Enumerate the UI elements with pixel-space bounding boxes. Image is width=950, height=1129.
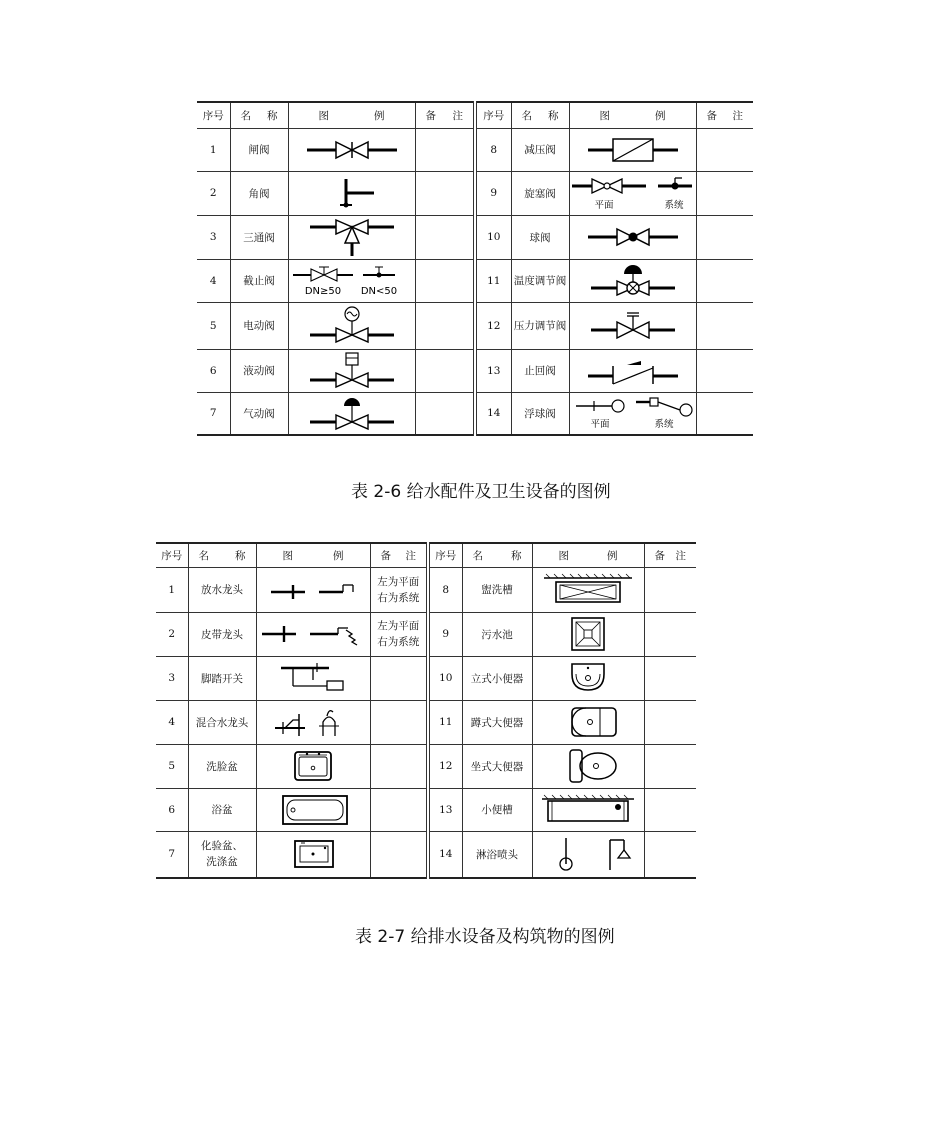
shower-head-symbol xyxy=(532,831,644,878)
header-name-right: 名 称 xyxy=(462,543,532,567)
table-row xyxy=(156,567,696,612)
row-name: 旋塞阀 xyxy=(511,171,569,215)
row-name: 闸阀 xyxy=(230,128,288,171)
row-no: 9 xyxy=(428,612,462,656)
row-note xyxy=(644,567,696,612)
mop-sink-icon xyxy=(538,616,638,652)
table-row xyxy=(156,788,696,831)
table-row xyxy=(156,700,696,744)
table-row xyxy=(197,171,753,215)
table-row xyxy=(197,392,753,435)
wash-trough-symbol xyxy=(532,567,644,612)
row-note xyxy=(370,744,428,788)
temperature-control-valve-symbol xyxy=(569,259,696,302)
urinal-trough-symbol xyxy=(532,788,644,831)
row-no: 12 xyxy=(428,744,462,788)
header-note-right: 备 注 xyxy=(644,543,696,567)
row-name: 球阀 xyxy=(511,215,569,259)
row-no: 4 xyxy=(197,259,230,302)
globe-valve-symbol xyxy=(288,259,415,302)
sitting-toilet-icon xyxy=(538,748,638,784)
lab-sink-icon xyxy=(263,836,363,872)
three-way-valve-icon xyxy=(302,217,402,257)
row-note xyxy=(370,656,428,700)
table-row xyxy=(156,656,696,700)
plug-valve-icon xyxy=(570,174,695,212)
squat-toilet-symbol xyxy=(532,700,644,744)
header-name-right: 名 称 xyxy=(511,102,569,128)
header-no: 序号 xyxy=(156,543,188,567)
table-row xyxy=(156,744,696,788)
row-note xyxy=(644,612,696,656)
row-note xyxy=(644,788,696,831)
urinal-trough-icon xyxy=(536,793,640,827)
electric-valve-icon xyxy=(302,305,402,347)
header-note-right: 备 注 xyxy=(696,102,753,128)
plug-valve-symbol xyxy=(569,171,696,215)
row-no: 13 xyxy=(428,788,462,831)
row-no: 7 xyxy=(197,392,230,435)
row-note xyxy=(415,171,475,215)
valve-legend-table xyxy=(197,101,753,436)
row-name: 小便槽 xyxy=(462,788,532,831)
row-name: 污水池 xyxy=(462,612,532,656)
washbasin-symbol xyxy=(256,744,370,788)
row-name: 坐式大便器 xyxy=(462,744,532,788)
pressure-reducing-valve-icon xyxy=(583,135,683,165)
table-header-row xyxy=(156,543,696,567)
table-header-row xyxy=(197,102,753,128)
row-note xyxy=(696,302,753,349)
plan-label: 平面 xyxy=(590,419,610,431)
row-name: 浴盆 xyxy=(188,788,256,831)
table-row xyxy=(156,612,696,656)
row-name: 混合水龙头 xyxy=(188,700,256,744)
row-no: 10 xyxy=(428,656,462,700)
row-no: 10 xyxy=(475,215,511,259)
pressure-control-valve-symbol xyxy=(569,302,696,349)
hose-tap-symbol xyxy=(256,612,370,656)
table-row xyxy=(197,302,753,349)
row-no: 4 xyxy=(156,700,188,744)
row-note xyxy=(415,259,475,302)
header-figure-right: 图 例 xyxy=(532,543,644,567)
header-name: 名 称 xyxy=(230,102,288,128)
row-name: 止回阀 xyxy=(511,349,569,392)
row-no: 8 xyxy=(428,567,462,612)
header-figure-right: 图 例 xyxy=(569,102,696,128)
system-label: 系统 xyxy=(664,200,684,211)
header-note: 备 注 xyxy=(370,543,428,567)
washbasin-icon xyxy=(263,748,363,784)
row-name: 浮球阀 xyxy=(511,392,569,435)
pneumatic-valve-icon xyxy=(302,394,402,432)
header-figure: 图 例 xyxy=(288,102,415,128)
hydraulic-valve-symbol xyxy=(288,349,415,392)
system-label: 系统 xyxy=(654,419,674,431)
mop-sink-symbol xyxy=(532,612,644,656)
row-no: 1 xyxy=(197,128,230,171)
table-row xyxy=(197,215,753,259)
table-row xyxy=(197,128,753,171)
row-no: 11 xyxy=(428,700,462,744)
squat-toilet-icon xyxy=(538,704,638,740)
row-note xyxy=(415,349,475,392)
row-name: 压力调节阀 xyxy=(511,302,569,349)
row-no: 14 xyxy=(428,831,462,878)
row-name: 电动阀 xyxy=(230,302,288,349)
row-name: 淋浴喷头 xyxy=(462,831,532,878)
header-note: 备 注 xyxy=(415,102,475,128)
pneumatic-valve-symbol xyxy=(288,392,415,435)
row-no: 6 xyxy=(156,788,188,831)
row-name: 皮带龙头 xyxy=(188,612,256,656)
table-row xyxy=(156,831,696,878)
mixing-tap-symbol xyxy=(256,700,370,744)
electric-valve-symbol xyxy=(288,302,415,349)
row-no: 2 xyxy=(197,171,230,215)
shower-head-icon xyxy=(538,834,638,874)
row-no: 1 xyxy=(156,567,188,612)
row-no: 7 xyxy=(156,831,188,878)
row-no: 9 xyxy=(475,171,511,215)
row-note xyxy=(644,700,696,744)
bathtub-symbol xyxy=(256,788,370,831)
gate-valve-symbol xyxy=(288,128,415,171)
row-name: 盥洗槽 xyxy=(462,567,532,612)
fixture-legend-table xyxy=(156,542,696,879)
row-name: 立式小便器 xyxy=(462,656,532,700)
dn-small-label: DN<50 xyxy=(360,285,398,297)
row-note xyxy=(644,656,696,700)
wash-trough-icon xyxy=(538,572,638,608)
row-note xyxy=(370,788,428,831)
bathtub-icon xyxy=(263,793,363,827)
float-valve-icon xyxy=(570,394,695,432)
ball-valve-symbol xyxy=(569,215,696,259)
hose-tap-icon xyxy=(258,620,368,648)
row-no: 13 xyxy=(475,349,511,392)
row-note xyxy=(415,215,475,259)
row-name: 截止阀 xyxy=(230,259,288,302)
row-note xyxy=(696,128,753,171)
header-no-right: 序号 xyxy=(475,102,511,128)
foot-switch-icon xyxy=(263,660,363,696)
pressure-reducing-valve-symbol xyxy=(569,128,696,171)
row-note xyxy=(415,302,475,349)
row-name: 三通阀 xyxy=(230,215,288,259)
foot-switch-symbol xyxy=(256,656,370,700)
table-caption-2-6: 表 2-6 给水配件及卫生设备的图例 xyxy=(351,482,611,502)
header-name: 名 称 xyxy=(188,543,256,567)
row-note xyxy=(415,128,475,171)
row-no: 11 xyxy=(475,259,511,302)
plan-label: 平面 xyxy=(594,200,614,211)
header-no-right: 序号 xyxy=(428,543,462,567)
three-way-valve-symbol xyxy=(288,215,415,259)
row-note xyxy=(696,215,753,259)
row-no: 6 xyxy=(197,349,230,392)
row-name: 洗脸盆 xyxy=(188,744,256,788)
row-note xyxy=(370,831,428,878)
sitting-toilet-symbol xyxy=(532,744,644,788)
row-no: 8 xyxy=(475,128,511,171)
row-note xyxy=(696,349,753,392)
row-name: 温度调节阀 xyxy=(511,259,569,302)
water-tap-icon xyxy=(263,576,363,604)
urinal-symbol xyxy=(532,656,644,700)
row-name: 化验盆、 洗涤盆 xyxy=(188,831,256,878)
lab-sink-symbol xyxy=(256,831,370,878)
row-no: 3 xyxy=(197,215,230,259)
hydraulic-valve-icon xyxy=(302,351,402,391)
row-note: 左为平面 右为系统 xyxy=(370,612,428,656)
header-figure: 图 例 xyxy=(256,543,370,567)
row-note xyxy=(696,392,753,435)
row-note xyxy=(696,171,753,215)
mixing-tap-icon xyxy=(263,704,363,740)
ball-valve-icon xyxy=(583,222,683,252)
float-valve-symbol xyxy=(569,392,696,435)
gate-valve-icon xyxy=(302,135,402,165)
table-row xyxy=(197,349,753,392)
row-name: 放水龙头 xyxy=(188,567,256,612)
row-name: 角阀 xyxy=(230,171,288,215)
row-no: 2 xyxy=(156,612,188,656)
row-note xyxy=(644,744,696,788)
row-name: 减压阀 xyxy=(511,128,569,171)
row-note xyxy=(696,259,753,302)
row-note xyxy=(370,700,428,744)
water-tap-symbol xyxy=(256,567,370,612)
temperature-control-valve-icon xyxy=(583,262,683,300)
dn-large-label: DN≥50 xyxy=(304,285,342,297)
check-valve-icon xyxy=(583,356,683,386)
row-name: 脚踏开关 xyxy=(188,656,256,700)
row-no: 12 xyxy=(475,302,511,349)
row-name: 蹲式大便器 xyxy=(462,700,532,744)
row-note xyxy=(415,392,475,435)
angle-valve-icon xyxy=(302,175,402,211)
row-name: 液动阀 xyxy=(230,349,288,392)
table-row xyxy=(197,259,753,302)
check-valve-symbol xyxy=(569,349,696,392)
row-no: 14 xyxy=(475,392,511,435)
angle-valve-symbol xyxy=(288,171,415,215)
header-no: 序号 xyxy=(197,102,230,128)
row-note: 左为平面 右为系统 xyxy=(370,567,428,612)
row-no: 5 xyxy=(197,302,230,349)
row-name: 气动阀 xyxy=(230,392,288,435)
row-note xyxy=(644,831,696,878)
pressure-control-valve-icon xyxy=(583,308,683,344)
row-no: 3 xyxy=(156,656,188,700)
row-no: 5 xyxy=(156,744,188,788)
table-caption-2-7: 表 2-7 给排水设备及构筑物的图例 xyxy=(355,927,615,947)
urinal-icon xyxy=(538,660,638,696)
globe-valve-icon xyxy=(289,263,414,299)
